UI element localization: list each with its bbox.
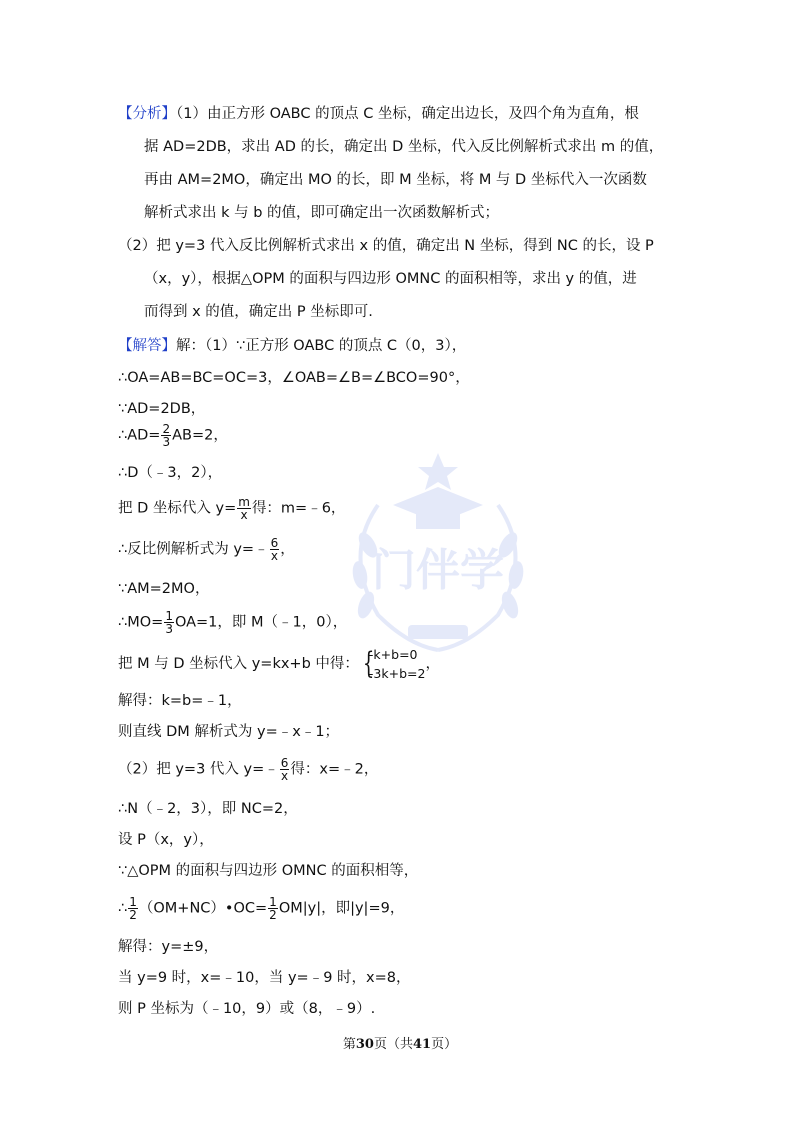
fraction: $\frac{m}{x}$ [238,495,250,522]
fraction: $\frac{6}{x}$ [280,756,289,783]
solution-line-19: 当 y=9 时，x=﹣10，当 y=﹣9 时，x=8， [118,970,411,986]
watermark-brand: 门伴学 [372,545,504,596]
page-total: 41 [413,1037,432,1052]
solution-line-7: ∴反比例解析式为 y=﹣ $\frac{6}{x}$ ， [118,536,295,563]
fraction: $\frac{6}{x}$ [270,536,279,563]
solution-line-14: ∴N（﹣2，3），即 NC=2， [118,801,298,817]
analysis-line-1: 【分析】（1）由正方形 OABC 的顶点 C 坐标，确定出边长，及四个角为直角，根 [118,106,639,122]
solution-line-17: ∴ $\frac{1}{2}$ （OM+NC）•OC= $\frac{1}{2}$ OM|y|，即|y|=9， [118,895,405,922]
solution-line-4: ∴AD= $\frac{2}{3}$ AB=2， [118,422,228,449]
analysis-line-6: （x，y），根据△OPM 的面积与四边形 OMNC 的面积相等，求出 y 的值，进 [144,271,637,287]
analysis-line-2: 据 AD=2DB，求出 AD 的长，确定出 D 坐标，代入反比例解析式求出 m 的值， [144,139,664,155]
solution-line-13: （2）把 y=3 代入 y=﹣ $\frac{6}{x}$ 得：x=﹣2， [118,756,379,783]
analysis-line-7: 而得到 x 的值，确定出 P 坐标即可. [144,304,373,320]
solution-line-20: 则 P 坐标为（﹣10，9）或（8，﹣9）. [118,1001,376,1017]
solution-line-9: ∴MO= $\frac{1}{3}$ OA=1，即 M（﹣1，0）， [118,609,348,636]
solution-line-6: 把 D 坐标代入 y= $\frac{m}{x}$ 得：m=﹣6， [118,495,346,522]
page-number: 30 [355,1037,374,1052]
fraction: $\frac{1}{2}$ [129,895,137,922]
solution-line-2: ∴OA=AB=BC=OC=3，∠OAB=∠B=∠BCO=90°， [118,370,470,386]
solution-line-3: ∵AD=2DB， [118,401,206,417]
fraction: $\frac{1}{2}$ [269,895,277,922]
solution-line-10: 把 M 与 D 坐标代入 y=kx+b 中得： { -k+b=0 -3k+b=2 ， [118,646,440,681]
watermark-logo [338,445,538,660]
page-footer: 第30页（共41页） [342,1037,458,1052]
solution-line-1: 【解答】解：（1）∵正方形 OABC 的顶点 C（0，3）， [118,338,467,354]
solution-line-15: 设 P（x，y）， [118,832,214,848]
solution-line-8: ∵AM=2MO， [118,581,210,597]
solution-tag: 【解答】 [118,338,176,354]
solution-line-11: 解得：k=b=﹣1， [118,693,242,709]
equation-system: { -k+b=0 -3k+b=2 [362,646,426,681]
fraction: $\frac{1}{3}$ [165,609,173,636]
analysis-line-4: 解析式求出 k 与 b 的值，即可确定出一次函数解析式； [144,205,500,221]
solution-line-5: ∴D（﹣3，2）， [118,465,223,481]
analysis-line-5: （2）把 y=3 代入反比例解析式求出 x 的值，确定出 N 坐标，得到 NC 的长，设 P [118,238,654,254]
solution-line-16: ∵△OPM 的面积与四边形 OMNC 的面积相等， [118,863,419,879]
star-icon [418,453,458,490]
solution-line-12: 则直线 DM 解析式为 y=﹣x﹣1； [118,724,340,740]
fraction: $\frac{2}{3}$ [162,422,171,449]
analysis-line-3: 再由 AM=2MO，确定出 MO 的长，即 M 坐标，将 M 与 D 坐标代入一次函数 [144,172,647,188]
analysis-tag: 【分析】 [118,106,176,122]
solution-line-18: 解得：y=±9， [118,939,219,955]
